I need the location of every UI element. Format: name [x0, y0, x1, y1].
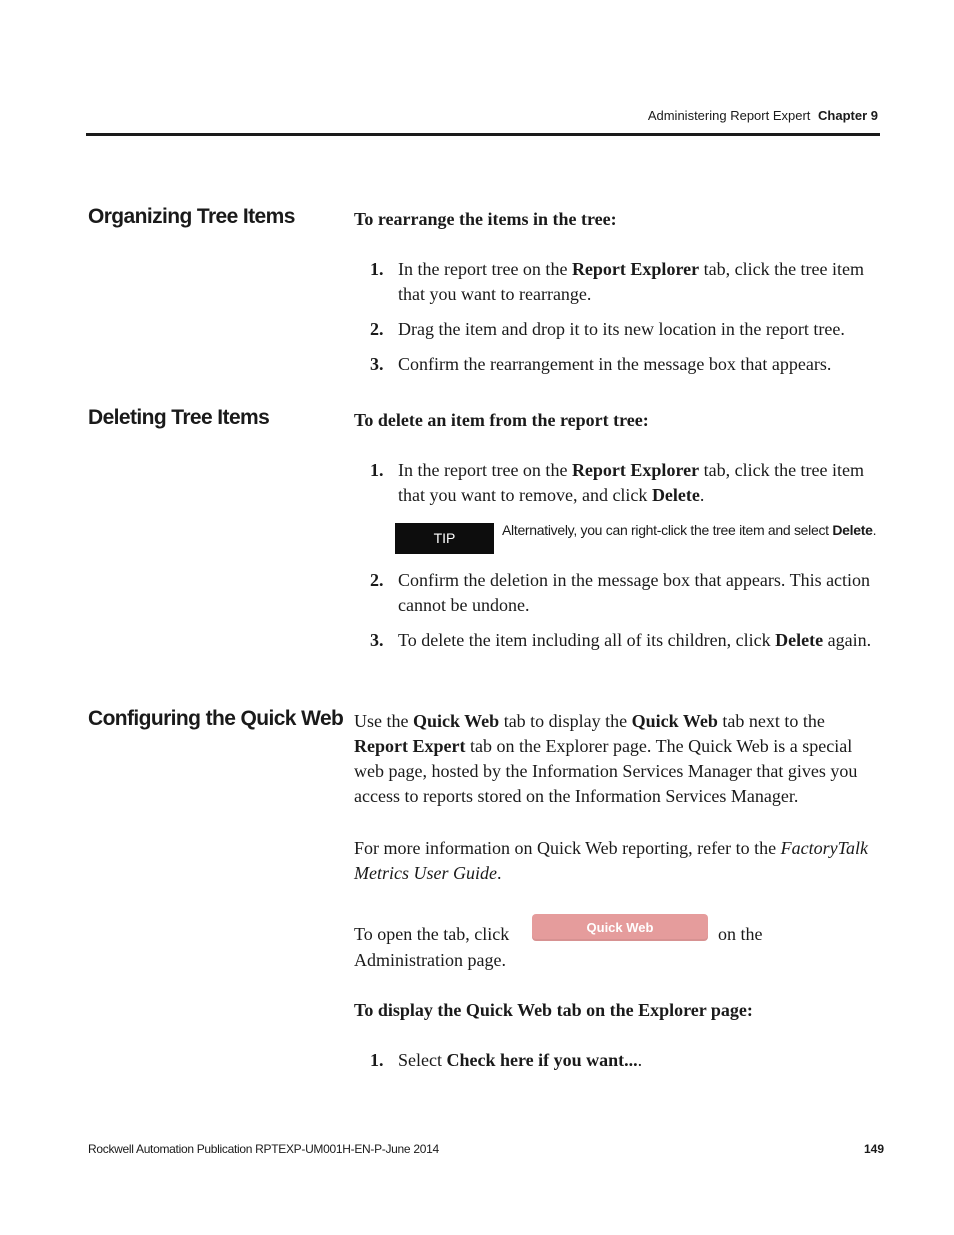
- header-section-title: Administering Report Expert: [647, 108, 811, 123]
- header-chapter: Chapter 9: [818, 108, 878, 123]
- tip-text: Alternatively, you can right-click the tree item and select Delete.: [502, 522, 877, 538]
- page-number: 149: [863, 1142, 884, 1156]
- deleting-lead: To delete an item from the report tree:: [354, 410, 649, 430]
- footer-publication: Rockwell Automation Publication RPTEXP-UM001H-EN-P-June 2014: [88, 1142, 439, 1156]
- running-header: [648, 108, 878, 123]
- quick-web-button[interactable]: Quick Web: [532, 914, 708, 941]
- heading-deleting-tree-items: Deleting Tree Items: [88, 406, 270, 429]
- tip-label: TIP: [395, 523, 494, 554]
- quickweb-open-text-3: Administration page.: [354, 950, 506, 970]
- heading-configuring-quick-web: Configuring the Quick Web: [88, 707, 344, 730]
- heading-organizing-tree-items: Organizing Tree Items: [88, 205, 295, 228]
- organizing-step-1: 1. In the report tree on the Report Explorer tab, click the tree item that you want to rearrange.: [370, 259, 865, 304]
- deleting-step-3: 3. To delete the item including all of its children, click Delete again.: [370, 630, 872, 650]
- organizing-step-3: 3. Confirm the rearrangement in the message box that appears.: [370, 354, 832, 374]
- quickweb-open-text-2: on the: [718, 924, 763, 944]
- deleting-step-1: 1. In the report tree on the Report Explorer tab, click the tree item that you want to remove, and click Delete.: [370, 460, 865, 505]
- organizing-step-2: 2. Drag the item and drop it to its new location in the report tree.: [370, 319, 845, 339]
- quickweb-lead: To display the Quick Web tab on the Explorer page:: [354, 1000, 753, 1020]
- deleting-step-2: 2. Confirm the deletion in the message box that appears. This action cannot be undone.: [370, 570, 871, 615]
- quickweb-paragraph-1: Use the Quick Web tab to display the Quick Web tab next to the Report Expert tab on the Explorer page. The Quick Web is a special web page, hosted by the Information Services Manager that gives you access to reports stored on the Information Services Manager.: [354, 711, 858, 806]
- header-rule: [86, 133, 880, 136]
- quickweb-paragraph-2: For more information on Quick Web reporting, refer to the FactoryTalk Metrics User Guide.: [354, 838, 868, 883]
- quickweb-step-1: 1. Select Check here if you want....: [370, 1050, 643, 1070]
- quickweb-open-text-1: To open the tab, click: [354, 924, 510, 944]
- organizing-lead: To rearrange the items in the tree:: [354, 209, 617, 229]
